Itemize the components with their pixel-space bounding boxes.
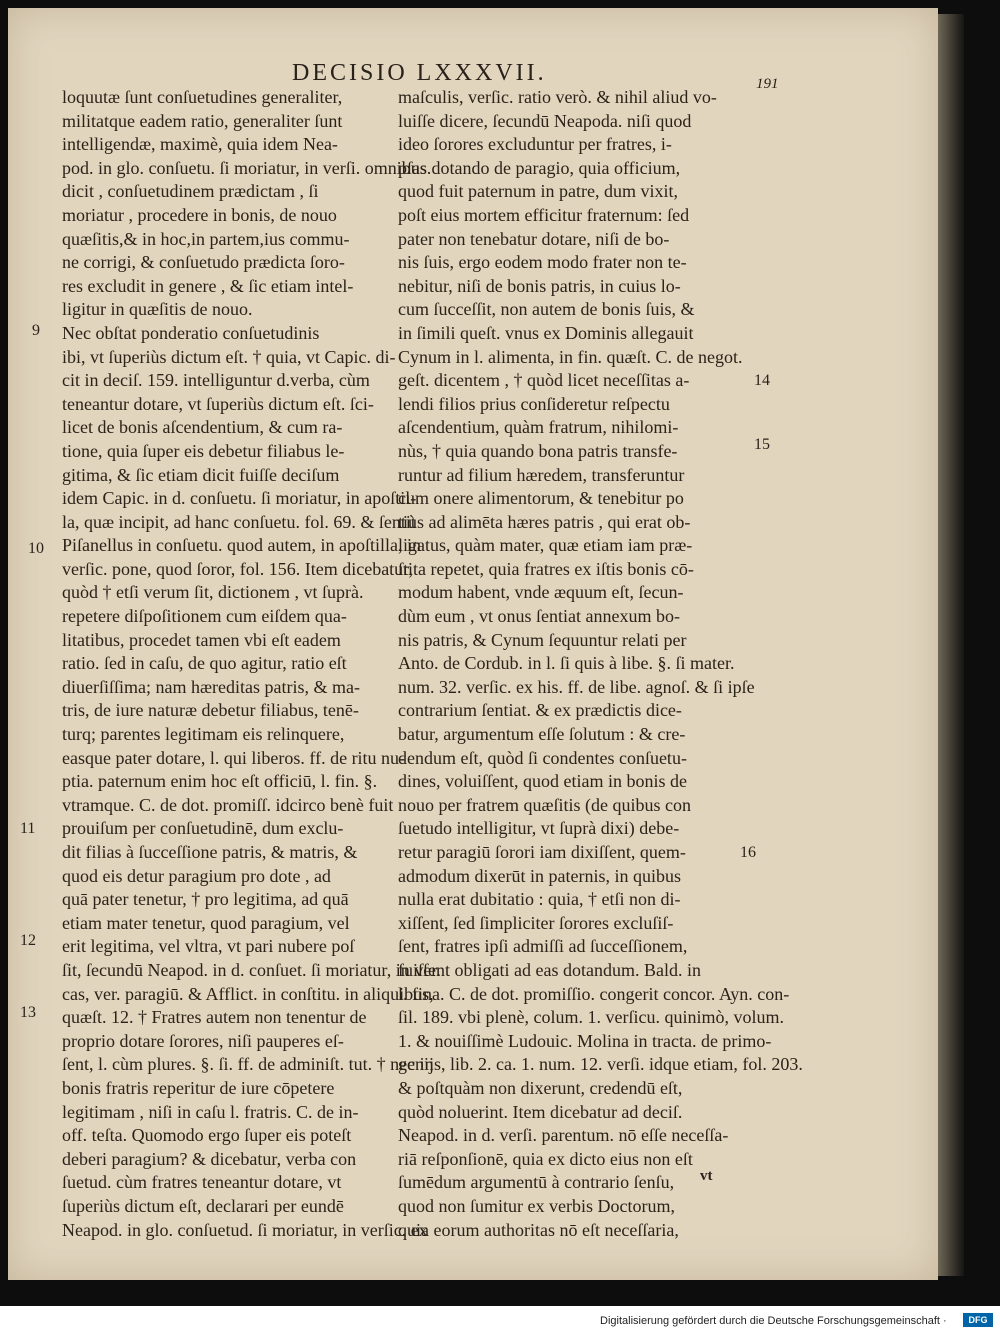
text-line: pod. in glo. conſuetu. ſi moriatur, in verſi. omnibus. [62, 157, 432, 178]
text-line: erit legitima, vel vltra, vt pari nubere poſ [62, 936, 355, 957]
text-line: etiam mater tenetur, quod paragium, vel [62, 912, 350, 933]
text-line: teneantur dotare, vt ſuperiùs dictum eſt. ſci- [62, 393, 374, 414]
text-line: quia eorum authoritas nō eſt neceſſaria, [398, 1219, 679, 1240]
text-line: dit filias à ſucceſſione patris, & matris, & [62, 842, 358, 862]
text-line: verſic. pone, quod ſoror, fol. 156. Item dicebatur, [62, 558, 413, 579]
text-line: lendi filios prius conſideretur reſpectu [398, 393, 670, 414]
text-line: Anto. de Cordub. in l. ſi quis à libe. §. ſi mater. [398, 653, 735, 674]
text-line: ideo ſorores excluduntur per fratres, i- [398, 134, 672, 155]
text-line: ſit, ſecundū Neapod. in d. conſuet. ſi moriatur, in ver. [62, 959, 441, 980]
text-line: & poſtquàm non dixerunt, credendū eſt, [398, 1077, 683, 1098]
text-line: prouiſum per conſuetudinē, dum exclu- [62, 818, 344, 839]
text-line: ſuetudo intelligitur, vt ſuprà dixi) debe- [398, 818, 680, 839]
text-line: res excludit in genere , & ſic etiam intel- [62, 275, 354, 296]
text-line: intelligendæ, maximè, quia idem Nea- [62, 134, 338, 155]
text-line: quod fuit paternum in patre, dum vixit, [398, 181, 678, 202]
text-line: legitimam , niſi in caſu l. fratris. C. de in- [62, 1101, 359, 1122]
text-line: nouo per fratrem quæſitis (de quibus con [398, 794, 691, 815]
text-line: fuiſſent obligati ad eas dotandum. Bald. in [398, 959, 701, 980]
text-line: nis ſuis, ergo eodem modo frater non te- [398, 252, 687, 273]
text-line: in ſimili queſt. vnus ex Dominis allegauit [398, 322, 694, 343]
text-line: moriatur , procedere in bonis, de nouo [62, 204, 337, 225]
text-line: contrarium ſentiat. & ex prædictis dice- [398, 700, 682, 721]
text-line: quòd † etſi verum ſit, dictionem , vt ſuprà. [62, 582, 364, 603]
running-head: DECISIO LXXXVII. [292, 60, 547, 86]
text-line: quā pater tenetur, † pro legitima, ad quā [62, 889, 349, 910]
text-line: ratio. ſed in caſu, de quo agitur, ratio eſt [62, 653, 347, 674]
text-line: nebitur, niſi de bonis patris, in cuius lo- [398, 275, 681, 296]
text-line: ligatus, quàm mater, quæ etiam iam præ- [398, 535, 693, 556]
text-line: dicit , conſuetudinem prædictam , ſi [62, 181, 319, 202]
text-line: ſuperiùs dictum eſt, declarari per eundē [62, 1195, 344, 1216]
footer-credit: Digitalisierung gefördert durch die Deutsche Forschungsgemeinschaft · [600, 1315, 947, 1327]
margin-number: 13 [20, 1004, 36, 1021]
text-line: ſumēdum argumentū à contrario ſenſu, [398, 1172, 675, 1193]
text-line: 1. & nouiſſimè Ludouic. Molina in tracta. de primo- [398, 1030, 772, 1051]
text-line: litatibus, procedet tamen vbi eſt eadem [62, 629, 341, 650]
text-line: cas, ver. paragiū. & Afflict. in conſtitu. in aliquibus, [62, 983, 434, 1004]
margin-number: 16 [740, 844, 756, 861]
catchword: vt [700, 1168, 713, 1184]
text-line: cum ſucceſſit, non autem de bonis ſuis, & [398, 299, 695, 320]
text-line: pater non tenebatur dotare, niſi de bo- [398, 228, 670, 249]
text-line: ligitur in quæſitis de nouo. [62, 299, 253, 320]
text-line: militatque eadem ratio, generaliter ſunt [62, 110, 343, 131]
text-line: riā reſponſionē, quia ex dicto eius non eſt [398, 1148, 693, 1169]
text-line: quod non ſumitur ex verbis Doctorum, [398, 1195, 675, 1216]
text-line: easque pater dotare, l. qui liberos. ff. de ritu nu- [62, 747, 406, 768]
page-edge [938, 14, 964, 1276]
text-line: ſtita repetet, quia fratres ex iſtis bonis cō- [398, 558, 694, 579]
text-line: poſt eius mortem efficitur fraternum: ſed [398, 204, 690, 225]
text-line: quòd noluerint. Item dicebatur ad deciſ. [398, 1101, 683, 1122]
text-line: la, quæ incipit, ad hanc conſuetu. fol. 69. & ſentit [62, 511, 416, 532]
text-line: repetere diſpoſitionem cum eiſdem qua- [62, 606, 347, 627]
text-line: dùm eum , vt onus ſentiat annexum bo- [398, 606, 680, 627]
text-line: nis patris, & Cynum ſequuntur relati per [398, 629, 687, 650]
text-line: Cynum in l. alimenta, in fin. quæſt. C. de negot. [398, 346, 743, 367]
text-line: Neapod. in d. verſi. parentum. nō eſſe neceſſa- [398, 1125, 729, 1146]
text-line: num. 32. verſic. ex his. ff. de libe. agnoſ. & ſi ipſe [398, 676, 755, 697]
text-line: deberi paragium? & dicebatur, verba con [62, 1148, 357, 1169]
text-line: licet de bonis aſcendentium, & cum ra- [62, 417, 343, 438]
margin-number: 10 [28, 540, 44, 557]
text-line: ſent, fratres ipſi admiſſi ad ſucceſſionem, [398, 936, 688, 957]
text-line: diuerſiſſima; nam hæreditas patris, & ma- [62, 676, 360, 697]
text-line: aſcendentium, quàm fratrum, nihilomi- [398, 417, 679, 438]
text-line: maſculis, verſic. ratio verò. & nihil aliud vo- [398, 87, 717, 107]
text-line: luiſſe dicere, ſecundū Neapoda. niſi quod [398, 110, 692, 131]
text-line: admodum dixerūt in paternis, in quibus [398, 865, 681, 886]
text-line: dines, voluiſſent, quod etiam in bonis de [398, 771, 687, 792]
text-line: Piſanellus in conſuetu. quod autem, in apoſtilla, in [62, 535, 421, 556]
text-line: loquutæ ſunt conſuetudines generaliter, [62, 87, 343, 107]
text-line: runtur ad filium hæredem, transferuntur [398, 464, 685, 485]
text-line: ne corrigi, & conſuetudo prædicta ſoro- [62, 252, 345, 273]
text-line: Neapod. in glo. conſuetud. ſi moriatur, in verſic. ex [62, 1219, 428, 1240]
text-line: off. teſta. Quomodo ergo ſuper eis poteſt [62, 1125, 352, 1146]
text-line: tiùs ad alimēta hæres patris , qui erat ob- [398, 511, 691, 532]
text-line: turq; parentes legitimam eis relinquere, [62, 724, 345, 745]
page-number: 191 [756, 76, 779, 92]
text-line: tris, de iure naturæ debetur filiabus, tenē- [62, 700, 359, 721]
text-line: gitima, & ſic etiam dicit fuiſſe deciſum [62, 464, 340, 485]
text-line: tione, quia ſuper eis debetur filiabus le- [62, 440, 345, 461]
text-line: bonis fratris reperitur de iure cōpetere [62, 1077, 335, 1098]
left-text-column [62, 86, 441, 1242]
text-line: ptia. paternum enim hoc eſt officiū, l. fin. §. [62, 771, 378, 792]
text-line: geſt. dicentem , † quòd licet neceſſitas a- [398, 370, 690, 391]
text-line: ſent, l. cùm plures. §. ſi. ff. de adminiſt. tut. † nec in [62, 1054, 434, 1075]
text-line: cum onere alimentorum, & tenebitur po [398, 488, 684, 509]
text-line: genijs, lib. 2. ca. 1. num. 12. verſi. idque etiam, fol. 203. [398, 1054, 803, 1075]
text-line: retur paragiū ſorori iam dixiſſent, quem- [398, 842, 686, 862]
text-line: quæſt. 12. † Fratres autem non tenentur de [62, 1007, 367, 1028]
text-line: ibi, vt ſuperiùs dictum eſt. † quia, vt Capic. di- [62, 346, 396, 367]
text-line: idem Capic. in d. conſuetu. ſi moriatur, in apoſtil- [62, 488, 417, 509]
text-line: pſas dotando de paragio, quia officium, [398, 157, 681, 178]
text-line: quæſitis,& in hoc,in partem,ius commu- [62, 228, 350, 249]
text-line: nùs, † quia quando bona patris transfe- [398, 440, 678, 461]
margin-number: 12 [20, 932, 36, 949]
margin-number: 9 [32, 322, 40, 339]
text-line: dendum eſt, quòd ſi condentes conſuetu- [398, 747, 687, 768]
text-line: quod eis detur paragium pro dote , ad [62, 865, 331, 886]
text-line: l. fina. C. de dot. promiſſio. congerit concor. Ayn. con- [398, 983, 790, 1004]
text-line: proprio dotare ſorores, niſi pauperes eſ- [62, 1030, 344, 1051]
margin-number: 14 [754, 372, 770, 389]
text-line: batur, argumentum eſſe ſolutum : & cre- [398, 724, 686, 745]
text-line: modum habent, vnde æquum eſt, ſecun- [398, 582, 684, 603]
margin-number: 11 [20, 820, 36, 837]
text-line: nulla erat dubitatio : quia, † etſi non di- [398, 889, 681, 910]
text-line: vtramque. C. de dot. promiſſ. idcirco benè fuit [62, 794, 394, 815]
text-line: ſuetud. cùm fratres teneantur dotare, vt [62, 1172, 342, 1193]
text-line: Nec obſtat ponderatio conſuetudinis [62, 322, 320, 343]
text-line: xiſſent, ſed ſimpliciter ſorores excluſiſ- [398, 912, 674, 933]
dfg-logo: DFG [963, 1313, 993, 1327]
text-line: ſil. 189. vbi plenè, colum. 1. verſicu. quinimò, volum. [398, 1007, 784, 1028]
margin-number: 15 [754, 436, 770, 453]
text-line: cit in deciſ. 159. intelliguntur d.verba, cùm [62, 370, 370, 391]
